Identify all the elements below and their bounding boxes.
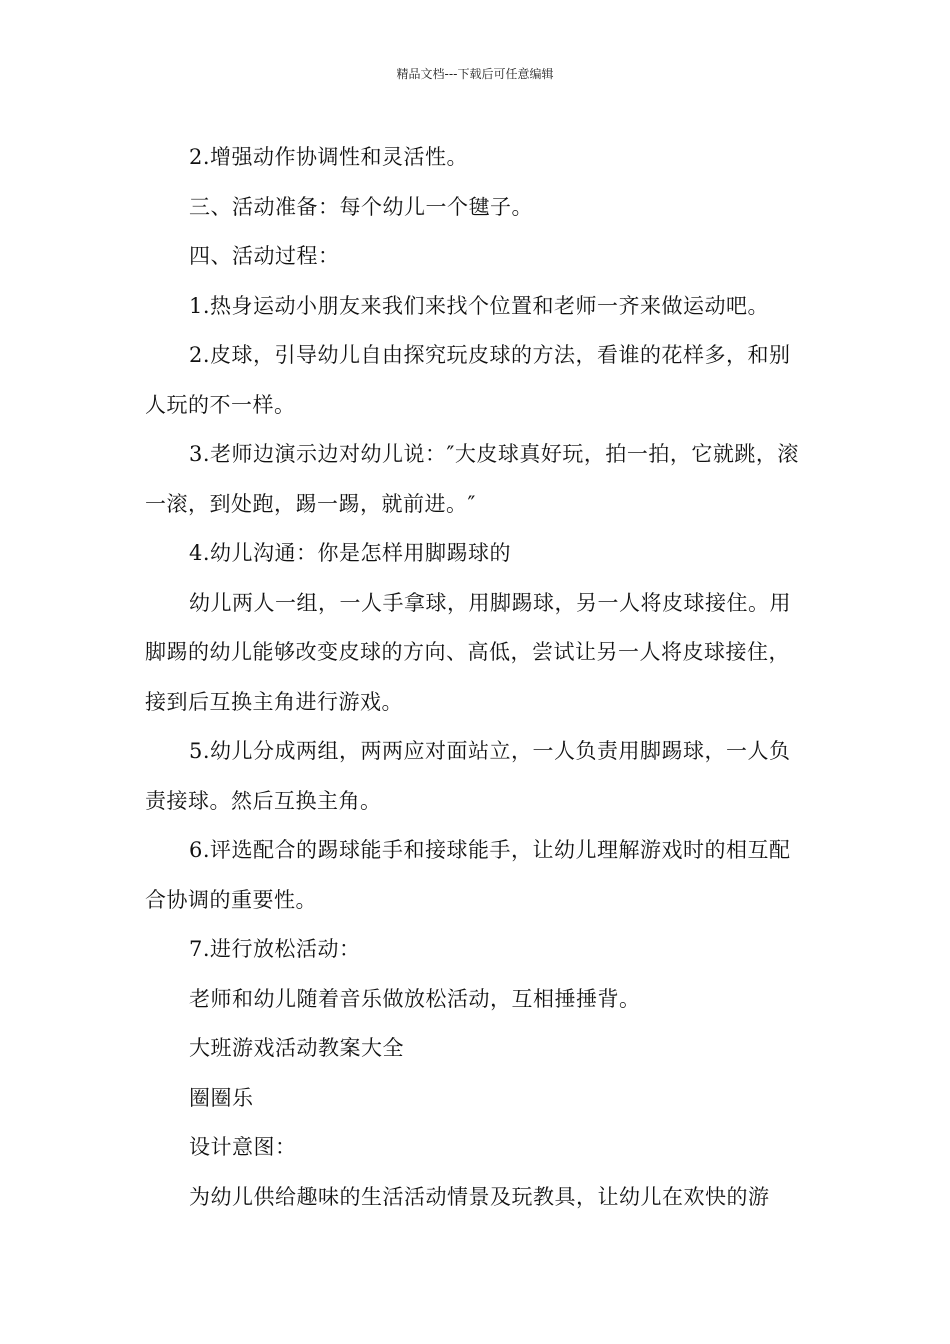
- paragraph: 幼儿两人一组，一人手拿球，用脚踢球，另一人将皮球接住。用脚踢的幼儿能够改变皮球的方向、高低，尝试让另一人将皮球接住，接到后互换主角进行游戏。: [145, 590, 791, 714]
- paragraph: 5.幼儿分成两组，两两应对面站立，一人负责用脚踢球，一人负责接球。然后互换主角。: [145, 739, 791, 813]
- paragraph: 7.进行放松活动：: [189, 937, 361, 961]
- paragraph: 2.增强动作协调性和灵活性。: [189, 145, 469, 169]
- paragraph: 4.幼儿沟通：你是怎样用脚踢球的: [189, 541, 512, 565]
- paragraph: 设计意图：: [189, 1135, 297, 1159]
- document-body: [145, 133, 810, 1222]
- paragraph: 为幼儿供给趣味的生活活动情景及玩教具，让幼儿在欢快的游: [189, 1184, 770, 1209]
- paragraph: 老师和幼儿随着音乐做放松活动，互相捶捶背。: [189, 986, 641, 1011]
- paragraph: 3.老师边演示边对幼儿说：″大皮球真好玩，拍一拍，它就跳，滚一滚，到处跑，踢一踢，就前进。″: [145, 442, 799, 516]
- paragraph: 三、活动准备：每个幼儿一个毽子。: [189, 194, 533, 219]
- paragraph: 6.评选配合的踢球能手和接球能手，让幼儿理解游戏时的相互配合协调的重要性。: [145, 838, 791, 912]
- section-title: 大班游戏活动教案大全: [189, 1036, 404, 1060]
- activity-title: 圈圈乐: [189, 1085, 254, 1110]
- paragraph: 1.热身运动小朋友来我们来找个位置和老师一齐来做运动吧。: [189, 293, 770, 318]
- paragraph: 2.皮球，引导幼儿自由探究玩皮球的方法，看谁的花样多，和别人玩的不一样。: [145, 343, 791, 417]
- paragraph: 四、活动过程：: [189, 244, 340, 268]
- page-header: 精品文档---下载后可任意编辑: [396, 67, 554, 81]
